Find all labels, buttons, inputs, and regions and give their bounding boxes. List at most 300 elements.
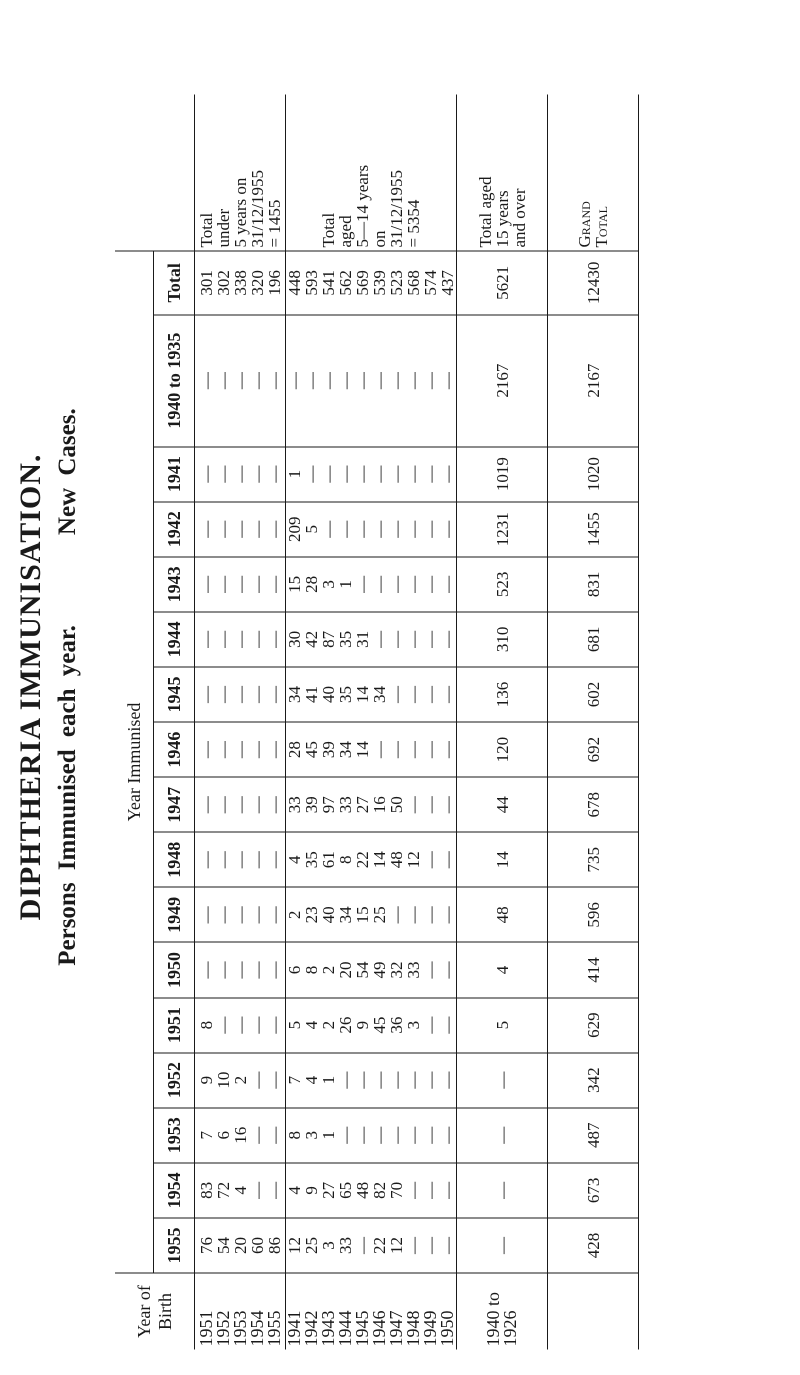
cell-value: 5 <box>302 524 321 534</box>
cell-value: — <box>264 520 284 538</box>
cell-value: — <box>196 465 216 483</box>
cell-value: 6 <box>285 965 304 975</box>
cell-col-10 <box>548 667 639 722</box>
cell-value: — <box>438 851 457 869</box>
cell-value: — <box>404 575 423 593</box>
cell-value: 5 <box>492 1020 512 1030</box>
birth-years-cell <box>548 1273 639 1350</box>
header-year-9: 1946 <box>154 722 195 777</box>
cell-value: — <box>404 465 423 483</box>
header-year-immunised: Year Immunised <box>115 251 154 1273</box>
cell-value: 562 <box>336 270 355 296</box>
cell-col-3 <box>548 1053 639 1108</box>
cell-value: 33 <box>285 796 304 814</box>
immunisation-table <box>115 95 639 1350</box>
cell-value: 4 <box>285 1186 304 1195</box>
cell-value: — <box>421 686 440 704</box>
cell-value: — <box>438 1236 457 1254</box>
cell-value: 83 <box>196 1181 216 1199</box>
cell-col-8 <box>195 777 286 832</box>
cell-value: 4 <box>230 1186 250 1195</box>
cell-col-2 <box>286 1108 457 1163</box>
cell-value: 8 <box>196 1020 216 1030</box>
cell-value: — <box>387 741 406 759</box>
cell-value: — <box>302 465 321 483</box>
cell-value: — <box>336 372 355 390</box>
cell-value: 22 <box>370 1236 389 1254</box>
cell-value: — <box>370 372 389 390</box>
cell-value: — <box>353 575 372 593</box>
cell-value: — <box>421 575 440 593</box>
group-label-line: 31/12/1955 <box>247 170 267 248</box>
cell-value: — <box>196 520 216 538</box>
header-year-8: 1947 <box>154 777 195 832</box>
header-year-4: 1951 <box>154 998 195 1053</box>
birth-year: 1941 <box>284 1310 304 1347</box>
cell-col-0 <box>195 1218 286 1273</box>
cell-value: 1 <box>285 469 304 479</box>
cell-value: 10 <box>213 1071 233 1089</box>
cell-value: — <box>196 961 216 979</box>
cell-value: 209 <box>285 516 304 542</box>
cell-col-11 <box>548 612 639 667</box>
group-label-line: on <box>370 230 389 248</box>
cell-value: — <box>387 906 406 924</box>
group-label-line: = 1455 <box>264 199 284 248</box>
cell-value: 831 <box>583 571 603 598</box>
cell-col-12 <box>195 557 286 612</box>
cell-value: 196 <box>264 270 284 296</box>
cell-col-6 <box>457 887 548 942</box>
cell-value: 34 <box>285 686 304 704</box>
cell-col-9 <box>457 722 548 777</box>
cell-col-1 <box>195 1163 286 1218</box>
cell-value: 33 <box>336 796 355 814</box>
cell-col-5 <box>195 942 286 997</box>
cell-value: — <box>404 741 423 759</box>
cell-value: 97 <box>319 796 338 814</box>
cell-value: 54 <box>353 961 372 979</box>
cell-value: 629 <box>583 1012 603 1038</box>
cell-value: — <box>421 851 440 869</box>
cell-value: — <box>230 1016 250 1034</box>
page-title: DIPHTHERIA IMMUNISATION. <box>14 453 47 921</box>
cell-value: — <box>196 741 216 759</box>
cell-value: — <box>213 906 233 924</box>
cell-value: 34 <box>336 741 355 759</box>
cell-value: 302 <box>213 270 233 296</box>
cell-value: — <box>196 796 216 814</box>
cell-col-9 <box>195 722 286 777</box>
cell-value: — <box>264 372 284 390</box>
cell-col-13 <box>195 502 286 557</box>
cell-value: — <box>404 520 423 538</box>
cell-value: 41 <box>302 686 321 704</box>
group-row-0 <box>195 95 286 1350</box>
cell-col-1 <box>286 1163 457 1218</box>
cell-col-2 <box>548 1108 639 1163</box>
header-row-top <box>115 95 154 1350</box>
header-year-12: 1943 <box>154 557 195 612</box>
page-subtitle <box>54 0 82 1375</box>
cell-col-9 <box>548 722 639 777</box>
cell-value: — <box>387 1126 406 1144</box>
header-year-2: 1953 <box>154 1108 195 1163</box>
cell-value: 7 <box>196 1131 216 1140</box>
cell-value: 9 <box>353 1020 372 1030</box>
cell-value: — <box>438 372 457 390</box>
group-row-1 <box>286 95 457 1350</box>
cell-col-3 <box>286 1053 457 1108</box>
cell-value: — <box>438 630 457 648</box>
cell-value: 16 <box>370 796 389 814</box>
cell-value: — <box>404 372 423 390</box>
cell-value: 27 <box>319 1181 338 1199</box>
cell-value: — <box>353 1126 372 1144</box>
headings <box>0 0 110 1375</box>
group-label-line: aged <box>336 215 355 248</box>
cell-col-6 <box>286 887 457 942</box>
cell-value: — <box>230 372 250 390</box>
cell-value: — <box>247 520 267 538</box>
cell-value: — <box>421 465 440 483</box>
header-group-label <box>115 95 195 252</box>
cell-value: — <box>438 1181 457 1199</box>
cell-value: — <box>492 1181 512 1199</box>
group-row-2 <box>457 95 548 1350</box>
cell-col-6 <box>195 887 286 942</box>
cell-col-11 <box>195 612 286 667</box>
cell-value: 34 <box>336 906 355 924</box>
cell-value: — <box>353 520 372 538</box>
cell-value: — <box>213 796 233 814</box>
cell-value: — <box>370 1071 389 1089</box>
cell-value: — <box>421 372 440 390</box>
birth-year: 1945 <box>352 1310 372 1347</box>
cell-value: 8 <box>285 1131 304 1140</box>
cell-value: 32 <box>387 961 406 979</box>
cell-value: 1 <box>336 580 355 589</box>
cell-value: 26 <box>336 1016 355 1034</box>
cell-value: — <box>264 851 284 869</box>
cell-col-2 <box>195 1108 286 1163</box>
cell-value: 35 <box>302 851 321 869</box>
cell-value: 82 <box>370 1181 389 1199</box>
cell-col-13 <box>286 502 457 557</box>
cell-value: 5 <box>285 1020 304 1030</box>
cell-value: — <box>438 961 457 979</box>
cell-value: — <box>438 741 457 759</box>
cell-value: — <box>404 1126 423 1144</box>
cell-value: 20 <box>230 1236 250 1254</box>
cell-value: 65 <box>336 1181 355 1199</box>
birth-year: 1946 <box>369 1310 389 1347</box>
cell-value: — <box>230 961 250 979</box>
cell-value: — <box>336 465 355 483</box>
cell-value: 76 <box>196 1236 216 1254</box>
cell-value: 487 <box>583 1122 603 1149</box>
cell-value: 7 <box>285 1075 304 1085</box>
header-year-10: 1945 <box>154 667 195 722</box>
group-label <box>548 95 639 252</box>
cell-col-8 <box>548 777 639 832</box>
cell-value: — <box>404 1236 423 1254</box>
cell-value: — <box>247 741 267 759</box>
cell-value: 523 <box>492 571 512 598</box>
cell-value: — <box>370 575 389 593</box>
cell-value: — <box>196 686 216 704</box>
cell-col-5 <box>548 942 639 997</box>
cell-value: — <box>247 1126 267 1144</box>
cell-value: 2167 <box>492 363 512 398</box>
group-label <box>457 95 548 252</box>
cell-value: — <box>230 575 250 593</box>
cell-col-15 <box>457 315 548 447</box>
cell-value: 437 <box>438 270 457 296</box>
cell-value: — <box>213 575 233 593</box>
cell-value: 310 <box>492 626 512 653</box>
cell-col-14 <box>457 447 548 502</box>
cell-value: 31 <box>353 630 372 648</box>
header-year-13: 1942 <box>154 502 195 557</box>
cell-value: — <box>387 630 406 648</box>
birth-year: 1953 <box>229 1310 250 1347</box>
cell-value: — <box>421 1181 440 1199</box>
birth-year: 1949 <box>420 1310 440 1347</box>
cell-value: 16 <box>230 1126 250 1144</box>
cell-col-0 <box>286 1218 457 1273</box>
cell-value: 2167 <box>583 363 603 398</box>
cell-value: — <box>319 520 338 538</box>
cell-value: — <box>353 1071 372 1089</box>
cell-col-7 <box>195 832 286 887</box>
cell-value: 72 <box>213 1181 233 1199</box>
cell-col-9 <box>286 722 457 777</box>
cell-value: 42 <box>302 630 321 648</box>
cell-col-0 <box>548 1218 639 1273</box>
cell-value: — <box>319 372 338 390</box>
birth-year: 1943 <box>318 1310 338 1347</box>
cell-value: — <box>264 741 284 759</box>
birth-years-cell <box>195 1273 286 1350</box>
cell-value: 54 <box>213 1236 233 1254</box>
cell-value: 3 <box>319 1241 338 1250</box>
cell-value: 9 <box>196 1075 216 1085</box>
cell-value: 120 <box>492 736 512 763</box>
cell-value: — <box>247 575 267 593</box>
cell-value: 48 <box>492 906 512 924</box>
cell-value: 86 <box>264 1236 284 1254</box>
cell-value: 28 <box>285 741 304 759</box>
cell-value: — <box>404 686 423 704</box>
cell-value: — <box>421 1236 440 1254</box>
cell-value: — <box>264 686 284 704</box>
cell-value: — <box>319 465 338 483</box>
cell-col-16 <box>548 251 639 315</box>
cell-value: — <box>196 851 216 869</box>
cell-value: — <box>247 1071 267 1089</box>
cell-value: — <box>387 520 406 538</box>
cell-value: 338 <box>230 270 250 296</box>
cell-value: — <box>213 630 233 648</box>
cell-col-3 <box>195 1053 286 1108</box>
cell-value: 602 <box>583 681 603 708</box>
cell-value: — <box>264 465 284 483</box>
cell-col-8 <box>457 777 548 832</box>
cell-value: 8 <box>336 855 355 865</box>
cell-value: 301 <box>196 270 216 296</box>
cell-value: — <box>213 372 233 390</box>
cell-value: — <box>492 1236 512 1254</box>
birth-year: 1940 to 1926 <box>483 1291 520 1347</box>
cell-value: — <box>247 851 267 869</box>
cell-value: 569 <box>353 270 372 296</box>
cell-col-7 <box>457 832 548 887</box>
cell-value: 523 <box>387 270 406 296</box>
cell-value: — <box>404 1071 423 1089</box>
header-years-row <box>154 95 195 1350</box>
cell-value: — <box>353 1236 372 1254</box>
cell-value: — <box>264 1126 284 1144</box>
cell-value: — <box>387 686 406 704</box>
cell-value: — <box>492 1126 512 1144</box>
cell-col-5 <box>286 942 457 997</box>
cell-value: — <box>213 465 233 483</box>
cell-value: 681 <box>583 626 603 653</box>
cell-value: — <box>196 372 216 390</box>
cell-value: 14 <box>492 851 512 869</box>
cell-value: — <box>370 1126 389 1144</box>
cell-value: 1455 <box>583 512 603 547</box>
cell-value: 1231 <box>492 512 512 547</box>
cell-col-7 <box>548 832 639 887</box>
cell-value: — <box>387 465 406 483</box>
cell-value: 25 <box>302 1236 321 1254</box>
cell-value: — <box>264 575 284 593</box>
cell-value: — <box>247 630 267 648</box>
cell-value: — <box>387 575 406 593</box>
group-label-line: 5—14 years <box>353 164 372 248</box>
cell-value: 3 <box>302 1131 321 1140</box>
cell-value: 2 <box>319 965 338 975</box>
cell-value: — <box>421 961 440 979</box>
cell-value: 20 <box>336 961 355 979</box>
birth-year: 1947 <box>386 1310 406 1347</box>
cell-value: — <box>336 1071 355 1089</box>
cell-col-14 <box>195 447 286 502</box>
cell-value: 541 <box>319 270 338 296</box>
cell-value: — <box>302 372 321 390</box>
cell-value: — <box>370 520 389 538</box>
cell-value: — <box>247 686 267 704</box>
cell-value: 36 <box>387 1016 406 1034</box>
cell-value: 14 <box>353 686 372 704</box>
group-label <box>195 95 286 252</box>
cell-value: — <box>247 906 267 924</box>
cell-value: 4 <box>302 1075 321 1085</box>
cell-value: 735 <box>583 847 603 873</box>
birth-year: 1944 <box>335 1310 355 1347</box>
cell-value: — <box>404 1181 423 1199</box>
cell-value: 673 <box>583 1177 603 1204</box>
cell-value: — <box>438 575 457 593</box>
cell-value: — <box>196 906 216 924</box>
cell-value: 40 <box>319 906 338 924</box>
cell-col-4 <box>548 998 639 1053</box>
group-label-line: Total <box>592 206 611 248</box>
cell-col-4 <box>286 998 457 1053</box>
cell-value: — <box>353 465 372 483</box>
cell-value: — <box>230 796 250 814</box>
cell-value: 14 <box>353 741 372 759</box>
cell-value: — <box>264 1016 284 1034</box>
cell-value: 6 <box>213 1131 233 1140</box>
cell-value: — <box>353 372 372 390</box>
cell-value: 33 <box>404 961 423 979</box>
cell-value: — <box>247 372 267 390</box>
cell-value: 33 <box>336 1236 355 1254</box>
cell-value: 28 <box>302 575 321 593</box>
cell-col-12 <box>457 557 548 612</box>
birth-year: 1955 <box>263 1310 284 1347</box>
cell-value: 692 <box>583 736 603 763</box>
cell-col-15 <box>548 315 639 447</box>
cell-value: — <box>438 520 457 538</box>
cell-value: — <box>213 741 233 759</box>
cell-col-10 <box>457 667 548 722</box>
cell-value: — <box>264 1071 284 1089</box>
cell-value: — <box>404 796 423 814</box>
cell-value: — <box>370 630 389 648</box>
cell-value: — <box>264 906 284 924</box>
cell-value: 48 <box>387 851 406 869</box>
cell-col-14 <box>286 447 457 502</box>
cell-col-10 <box>195 667 286 722</box>
cell-col-11 <box>457 612 548 667</box>
cell-col-16 <box>286 251 457 315</box>
cell-value: — <box>247 1016 267 1034</box>
header-year-5: 1950 <box>154 942 195 997</box>
group-label-line: = 5354 <box>404 199 423 248</box>
cell-value: 61 <box>319 851 338 869</box>
cell-col-11 <box>286 612 457 667</box>
cell-value: 12430 <box>583 261 603 305</box>
cell-value: 50 <box>387 796 406 814</box>
cell-value: — <box>438 465 457 483</box>
group-label-line: and over <box>509 188 529 248</box>
cell-value: — <box>247 1181 267 1199</box>
cell-value: — <box>213 520 233 538</box>
cell-value: 414 <box>583 957 603 983</box>
cell-value: 87 <box>319 630 338 648</box>
cell-value: — <box>438 1016 457 1034</box>
cell-value: 1019 <box>492 457 512 492</box>
header-year-3: 1952 <box>154 1053 195 1108</box>
header-year-15: 1940 to 1935 <box>154 315 195 447</box>
cell-col-15 <box>195 315 286 447</box>
header-year-0: 1955 <box>154 1218 195 1273</box>
cell-value: 574 <box>421 270 440 296</box>
group-label-line: under <box>213 208 233 248</box>
cell-value: 35 <box>336 630 355 648</box>
group-label-line: 15 years <box>492 190 512 248</box>
group-label-line: 5 years on <box>230 177 250 248</box>
cell-col-4 <box>195 998 286 1053</box>
cell-col-7 <box>286 832 457 887</box>
cell-value: — <box>421 1071 440 1089</box>
cell-value: 22 <box>353 851 372 869</box>
cell-value: 45 <box>302 741 321 759</box>
